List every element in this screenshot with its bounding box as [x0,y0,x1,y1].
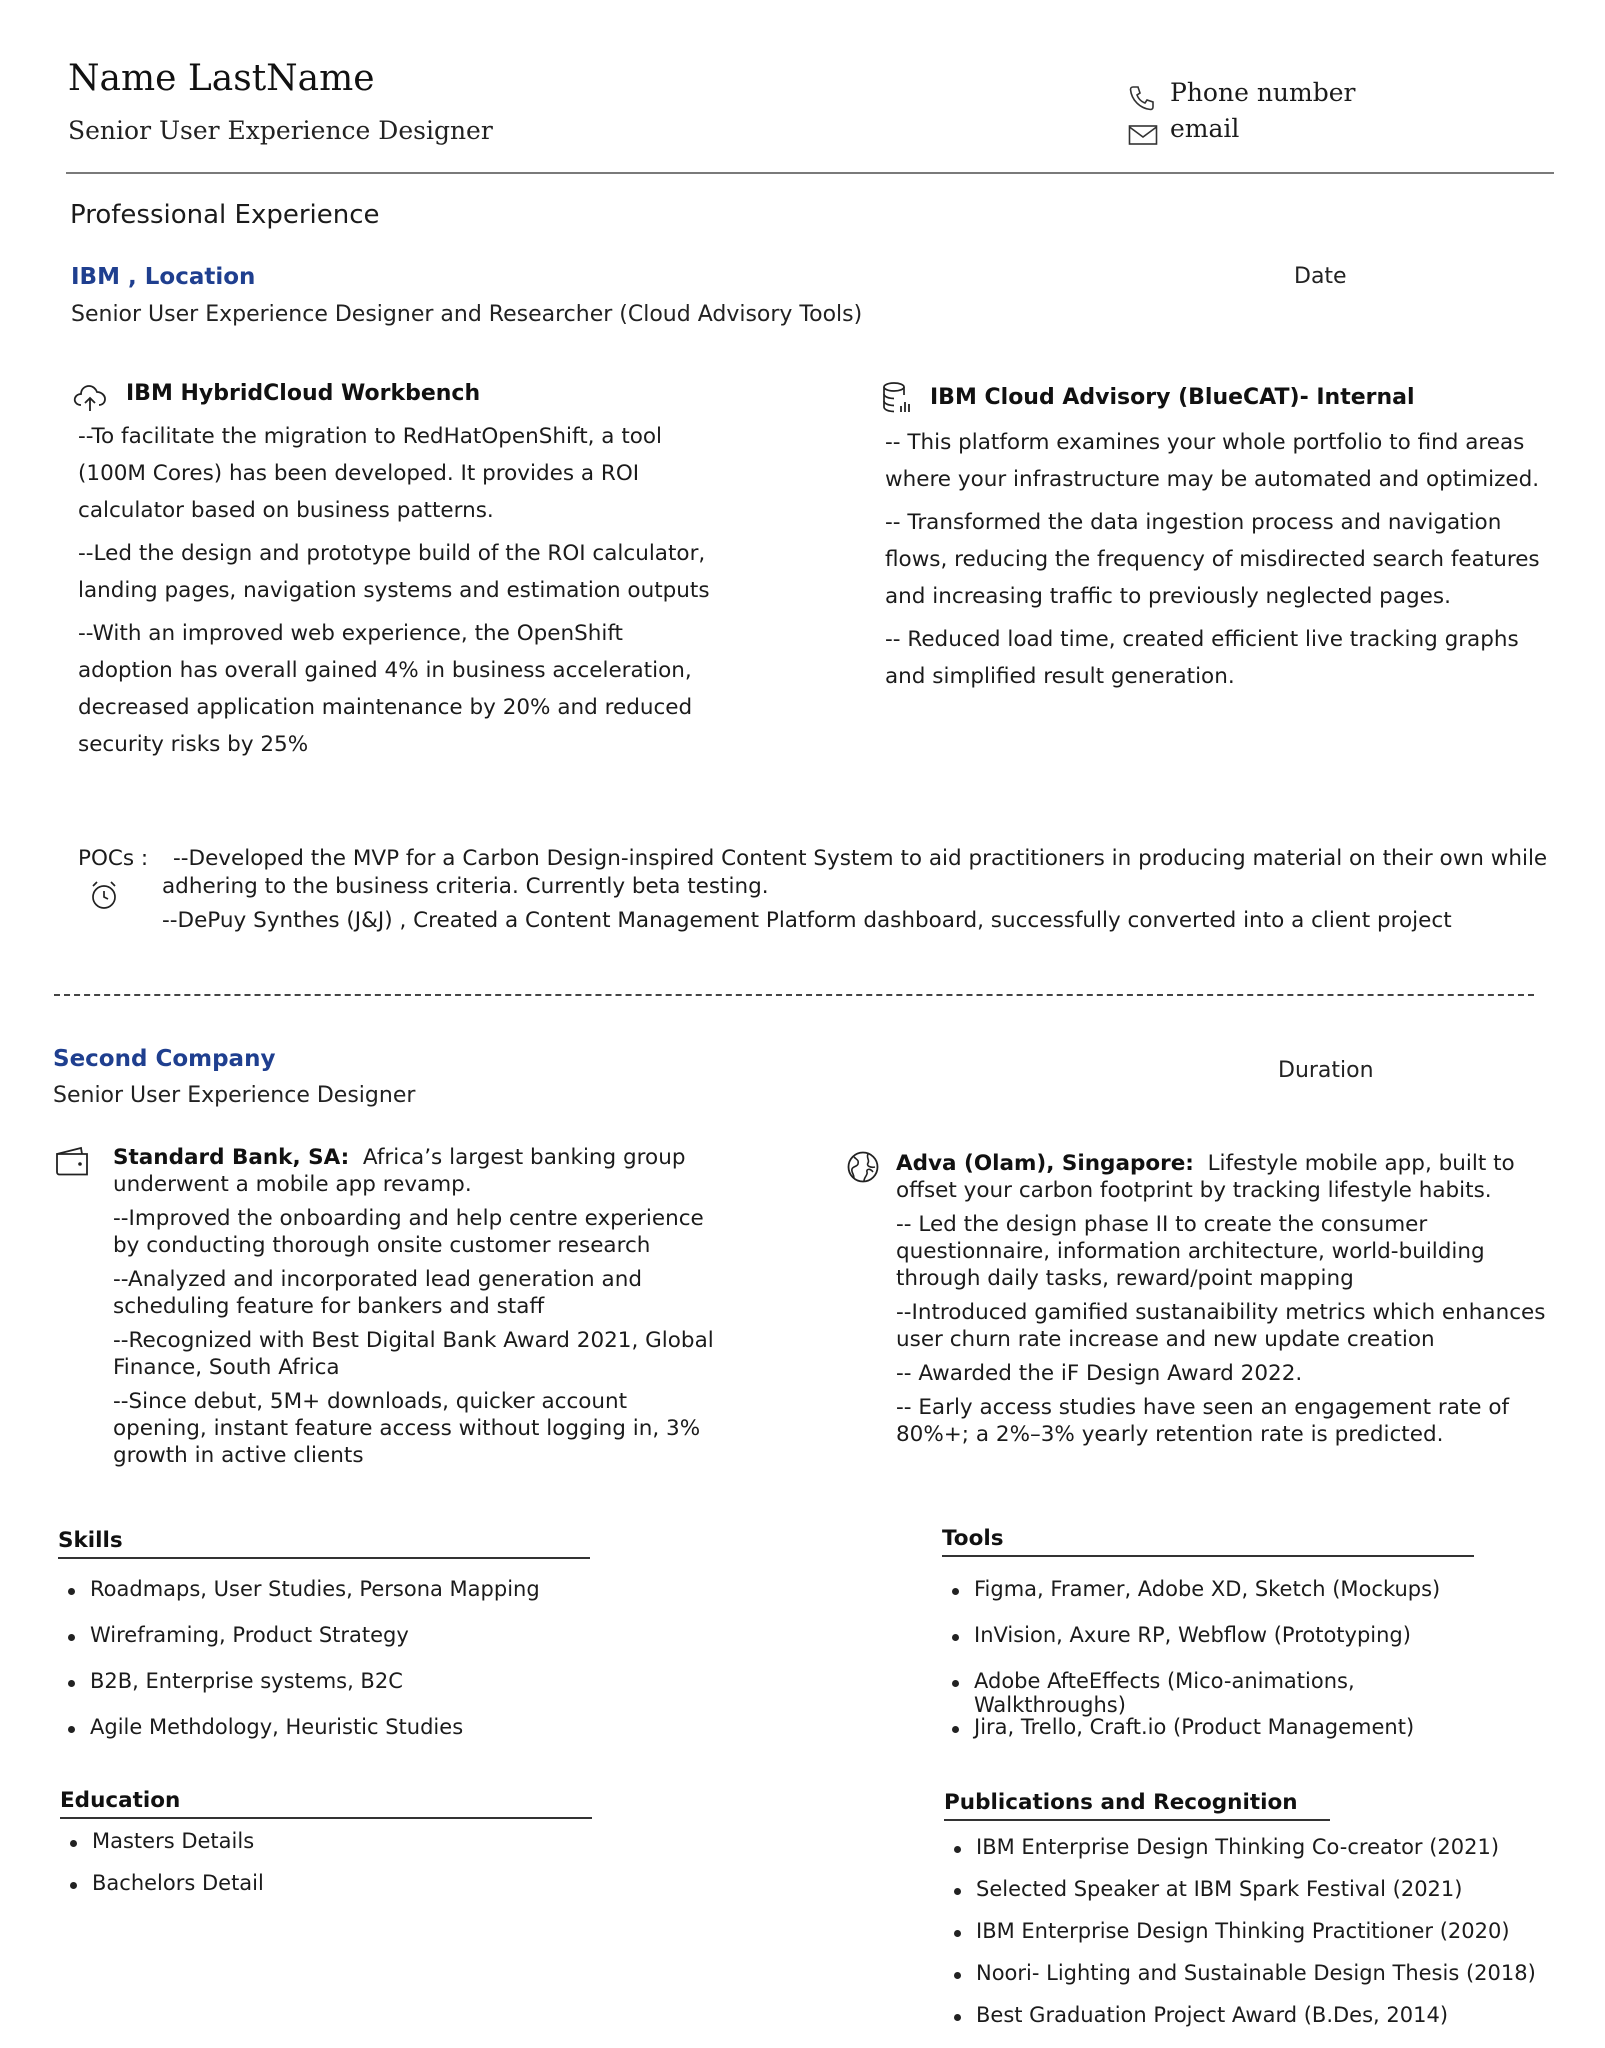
list-item: B2B, Enterprise systems, B2C [58,1669,590,1715]
list-item: Bachelors Detail [60,1871,592,1913]
list-item: Agile Methdology, Heuristic Studies [58,1715,590,1761]
job1-project2-point: -- This platform examines your whole portfolio to find areas where your infrastructure may be automated and optimized. [885,430,1540,492]
education-list [60,1829,592,1913]
skills-list [58,1577,590,1761]
pocs-line1: --Developed the MVP for a Carbon Design-inspired Content System to aid practitioners in producing material on their own while [173,846,1548,871]
job1-company: IBM [71,264,120,290]
job2-project2-body [896,1150,1546,1455]
job2-project2-intro-line [896,1150,1546,1204]
job1-role: Senior User Experience Designer and Researcher (Cloud Advisory Tools) [71,302,863,327]
pocs-block [78,846,1548,946]
job1-location: Location [144,264,256,290]
list-item: Best Graduation Project Award (B.Des, 2014) [944,2003,1544,2045]
list-item: IBM Enterprise Design Thinking Practitioner (2020) [944,1919,1544,1961]
list-item: IBM Enterprise Design Thinking Co-creator (2021) [944,1835,1544,1877]
job2-date: Duration [1278,1058,1374,1083]
email-text: email [1170,114,1240,143]
list-item: Adobe AfteEffects (Mico-animations, Walkthroughs) [942,1669,1474,1715]
publications-heading: Publications and Recognition [944,1790,1330,1821]
publications-list [944,1835,1544,2045]
job2-project1-point: --Since debut, 5M+ downloads, quicker account opening, instant feature access without logging in, 3% growth in active clients [113,1389,701,1468]
job2-project1-point: --Improved the onboarding and help centre experience by conducting thorough onsite customer research [113,1206,704,1258]
job2-project1-point: --Recognized with Best Digital Bank Award 2021, Global Finance, South Africa [113,1328,714,1380]
job2-project2-intro: Lifestyle mobile app, built to offset your carbon footprint by tracking lifestyle habits. [896,1151,1515,1203]
section-divider-dashed [54,994,1534,996]
job2-project2-point: --Introduced gamified sustanaibility metrics which enhances user churn rate increase and new update creation [896,1300,1546,1352]
job1-project1-point: --With an improved web experience, the OpenShift adoption has overall gained 4% in business acceleration, decreased application maintenance by 20% and reduced security risks by 25% [78,621,693,757]
globe-icon [846,1150,880,1184]
pocs-label: POCs : [78,846,149,871]
job1-project2-title: IBM Cloud Advisory (BlueCAT)- Internal [930,385,1415,410]
job2-role: Senior User Experience Designer [53,1083,416,1108]
wallet-icon [54,1146,90,1176]
list-item: Roadmaps, User Studies, Persona Mapping [58,1577,590,1623]
education-section [60,1788,592,1913]
list-item: InVision, Axure RP, Webflow (Prototyping) [942,1623,1474,1669]
job2-project1-intro-line [113,1144,723,1198]
job1-date: Date [1294,264,1347,289]
job2-project2-point: -- Led the design phase II to create the consumer questionnaire, information architecture, world-building through daily tasks, reward/point mapping [896,1212,1485,1291]
job1-project1-title: IBM HybridCloud Workbench [126,381,481,406]
job2-project1-title: Standard Bank, SA: [113,1145,350,1170]
cloud-icon [72,380,108,412]
candidate-name: Name LastName [68,58,375,99]
list-item: Masters Details [60,1829,592,1871]
education-heading: Education [60,1788,592,1819]
job2-company: Second Company [53,1046,276,1072]
phone-text: Phone number [1170,78,1356,107]
job1-project1-point: --To facilitate the migration to RedHatOpenShift, a tool (100M Cores) has been developed. It provides a ROI calculator based on business patterns. [78,424,663,523]
pocs-line1-cont: adhering to the business criteria. Currently beta testing. [162,874,769,899]
header-divider [66,172,1554,174]
list-item: Figma, Framer, Adobe XD, Sketch (Mockups) [942,1577,1474,1623]
phone-icon [1128,84,1156,112]
job1-separator: , [119,264,145,290]
job1-project2-point: -- Reduced load time, created efficient live tracking graphs and simplified result generation. [885,627,1519,689]
publications-section [944,1790,1536,2045]
clock-icon [90,880,118,910]
list-item: Noori- Lighting and Sustainable Design Thesis (2018) [944,1961,1544,2003]
job2-project2-point: -- Early access studies have seen an engagement rate of 80%+; a 2%–3% yearly retention rate is predicted. [896,1395,1510,1447]
job1-project2-points [885,424,1565,701]
job1-project1-point: --Led the design and prototype build of the ROI calculator, landing pages, navigation systems and estimation outputs [78,541,710,603]
section-heading-professional-experience: Professional Experience [70,200,380,230]
job1-project2-point: -- Transformed the data ingestion process and navigation flows, reducing the frequency of misdirected search features and increasing traffic to previously neglected pages. [885,510,1540,609]
job2-project2-point: -- Awarded the iF Design Award 2022. [896,1361,1303,1386]
job1-project1-points [78,418,718,769]
pocs-line2: --DePuy Synthes (J&J) , Created a Content Management Platform dashboard, successfully converted into a client project [162,908,1452,933]
candidate-title: Senior User Experience Designer [68,116,493,145]
job2-project1-intro: Africa’s largest banking group underwent a mobile app revamp. [113,1145,686,1197]
list-item: Wireframing, Product Strategy [58,1623,590,1669]
list-item: Selected Speaker at IBM Spark Festival (2021) [944,1877,1544,1919]
job1-company-line [71,264,255,290]
tools-heading: Tools [942,1526,1474,1557]
job2-project1-point: --Analyzed and incorporated lead generation and scheduling feature for bankers and staff [113,1267,642,1319]
skills-section [58,1528,590,1761]
job2-project1-body [113,1144,723,1476]
list-item: Jira, Trello, Craft.io (Product Management) [942,1715,1474,1761]
database-chart-icon [882,381,914,415]
mail-icon [1128,124,1158,146]
job2-project2-title: Adva (Olam), Singapore: [896,1151,1194,1176]
tools-section [942,1526,1474,1761]
skills-heading: Skills [58,1528,590,1559]
tools-list [942,1577,1474,1761]
